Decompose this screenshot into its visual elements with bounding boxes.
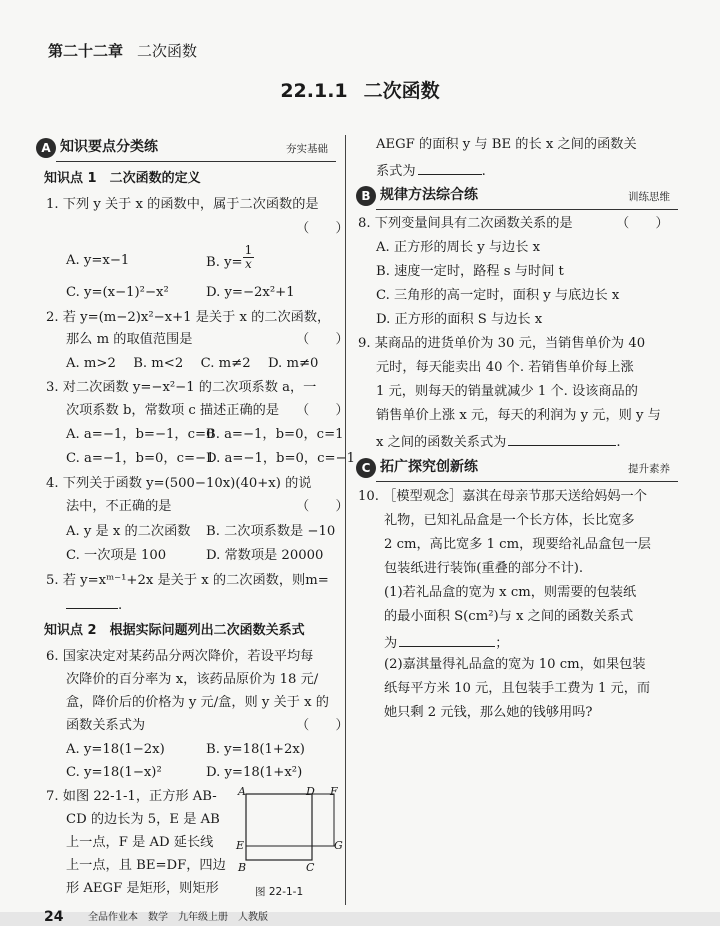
q5-answer-blank[interactable] <box>66 596 118 609</box>
q1-answer-paren[interactable]: （ ） <box>296 221 349 236</box>
q9-line4: 销售单价上涨 x 元，每天的利润为 y 元，则 y 与 <box>376 408 661 423</box>
q10-line7-text: 为 <box>384 636 398 651</box>
q9-answer-blank[interactable] <box>508 433 616 446</box>
q6-option-a: A. y=18(1−2x) <box>66 742 165 757</box>
q4-answer-paren[interactable]: （ ） <box>296 499 349 514</box>
figure-label-g: G <box>334 839 343 852</box>
q10-line1: 10. ［模型观念］嘉淇在母亲节那天送给妈妈一个 <box>358 489 647 504</box>
q8-option-b: B. 速度一定时，路程 s 与时间 t <box>376 264 564 279</box>
column-divider <box>345 135 346 905</box>
figure-label-e: E <box>236 839 245 852</box>
section-badge-a: A <box>36 138 56 158</box>
figure-label-d: D <box>306 785 315 798</box>
q10-line5: (1)若礼品盒的宽为 x cm，则需要的包装纸 <box>384 585 637 600</box>
q6-line2: 次降价的百分率为 x，该药品原价为 18 元/ <box>66 672 319 687</box>
q2-line1: 2. 若 y=(m−2)x²−x+1 是关于 x 的二次函数， <box>46 310 331 325</box>
q1-stem: 1. 下列 y 关于 x 的函数中，属于二次函数的是 <box>46 197 319 212</box>
lesson-title <box>0 82 720 101</box>
lesson-name: 二次函数 <box>363 80 440 102</box>
q5-line1: 5. 若 y=xᵐ⁻¹+2x 是关于 x 的二次函数，则m= <box>46 573 329 588</box>
q7-line3: 上一点，F 是 AD 延长线 <box>66 835 214 850</box>
section-a-tag: 夯实基础 <box>286 143 328 155</box>
q2-answer-paren[interactable]: （ ） <box>296 332 349 347</box>
q6-line1: 6. 国家决定对某药品分两次降价，若设平均每 <box>46 649 314 664</box>
q3-answer-paren[interactable]: （ ） <box>296 403 349 418</box>
q1-option-b <box>206 243 254 271</box>
figure-22-1-1 <box>238 786 342 890</box>
q6-option-c: C. y=18(1−x)² <box>66 765 162 780</box>
q9-line5-text: x 之间的函数关系式为 <box>376 435 507 450</box>
q9-line3: 1 元，则每天的销量就减少 1 个. 设该商品的 <box>376 384 638 399</box>
q3-line2: 次项系数 b，常数项 c 描述正确的是 <box>66 403 280 418</box>
q2-line2: 那么 m 的取值范围是 <box>66 332 193 347</box>
section-c-header <box>356 458 678 480</box>
q7-line1: 7. 如图 22-1-1，正方形 AB- <box>46 789 217 804</box>
q7-line2: CD 的边长为 5，E 是 AB <box>66 812 220 827</box>
q8-stem: 8. 下列变量间具有二次函数关系的是 <box>358 216 573 231</box>
q3-option-b: B. a=−1，b=0，c=1 <box>206 427 344 442</box>
q7-answer-blank[interactable] <box>418 162 482 175</box>
q4-option-b: B. 二次项系数是 −10 <box>206 524 336 539</box>
q10-line7-end: ； <box>495 636 509 651</box>
q9-line5 <box>376 433 621 449</box>
q4-line1: 4. 下列关于函数 y=(500−10x)(40+x) 的说 <box>46 476 312 491</box>
q1-option-c: C. y=(x−1)²−x² <box>66 285 169 300</box>
q5-answer-line <box>66 596 122 612</box>
section-a-rule <box>56 161 336 162</box>
section-b-header <box>356 186 678 208</box>
q1-option-d: D. y=−2x²+1 <box>206 285 295 300</box>
section-badge-c: C <box>356 458 376 478</box>
figure-label-b: B <box>238 861 247 874</box>
square-rectangle-diagram <box>238 786 342 886</box>
q10-line10: 她只剩 2 元钱，那么她的钱够用吗? <box>384 705 593 720</box>
q10-line4: 包装纸进行装饰(重叠的部分不计). <box>384 561 584 576</box>
q3-line1: 3. 对二次函数 y=−x²−1 的二次项系数 a，一 <box>46 380 317 395</box>
q6-option-d: D. y=18(1+x²) <box>206 765 303 780</box>
q10-line8: (2)嘉淇量得礼品盒的宽为 10 cm，如果包装 <box>384 657 646 672</box>
q9-line2: 元时，每天能卖出 40 个. 若销售单价每上涨 <box>376 360 634 375</box>
figure-label-c: C <box>306 861 315 874</box>
q6-answer-paren[interactable]: （ ） <box>296 718 349 733</box>
section-b-rule <box>376 209 678 210</box>
q7-end: . <box>481 164 486 179</box>
q10-line3: 2 cm，高比宽多 1 cm，现要给礼品盒包一层 <box>384 537 651 552</box>
q10-line2: 礼物，已知礼品盒是一个长方体，长比宽多 <box>384 513 635 528</box>
q4-option-c: C. 一次项是 100 <box>66 548 167 563</box>
q10-line7 <box>384 634 508 650</box>
section-a-header <box>36 138 336 160</box>
knowledge-point-2: 知识点 2 根据实际问题列出二次函数关系式 <box>44 623 305 638</box>
q7-line4: 上一点，且 BE=DF，四边 <box>66 858 226 873</box>
q7-line5: 形 AEGF 是矩形，则矩形 <box>66 881 219 896</box>
q9-line1: 9. 某商品的进货单价为 30 元，当销售单价为 40 <box>358 336 646 351</box>
section-b-tag: 训练思维 <box>628 191 670 203</box>
q1-fraction-denominator: x <box>245 257 252 271</box>
chapter-title: 二次函数 <box>137 42 198 60</box>
q3-option-d: D. a=−1，b=0，c=−1 <box>206 451 355 466</box>
q4-option-d: D. 常数项是 20000 <box>206 548 324 563</box>
q10-line9: 纸每平方米 10 元，且包装手工费为 1 元，而 <box>384 681 651 696</box>
section-c-rule <box>376 481 678 482</box>
section-badge-b: B <box>356 186 376 206</box>
q6-option-b: B. y=18(1+2x) <box>206 742 305 757</box>
q7-cont2-text: 系式为 <box>376 164 416 179</box>
chapter-number: 第二十二章 <box>48 42 124 60</box>
section-b-name: 规律方法综合练 <box>380 187 478 203</box>
knowledge-point-1: 知识点 1 二次函数的定义 <box>44 171 201 186</box>
section-c-tag: 提升素养 <box>628 463 670 475</box>
q8-option-c: C. 三角形的高一定时，面积 y 与底边长 x <box>376 288 620 303</box>
figure-label-f: F <box>330 785 338 798</box>
q3-option-a: A. a=−1，b=−1，c=0 <box>66 427 215 442</box>
q10-line6: 的最小面积 S(cm²)与 x 之间的函数关系式 <box>384 609 634 624</box>
q8-option-a: A. 正方形的周长 y 与边长 x <box>376 240 541 255</box>
q5-end: . <box>118 598 123 613</box>
q1-option-a: A. y=x−1 <box>66 253 130 268</box>
q7-cont2 <box>376 162 486 178</box>
q4-option-a: A. y 是 x 的二次函数 <box>66 524 191 539</box>
q1-fraction-numerator: 1 <box>244 243 253 257</box>
page-number: 24 <box>44 909 64 925</box>
q4-line2: 法中，不正确的是 <box>66 499 172 514</box>
q9-end: . <box>616 435 621 450</box>
q6-line3: 盒，降价后的价格为 y 元/盒，则 y 关于 x 的 <box>66 695 329 710</box>
q8-option-d: D. 正方形的面积 S 与边长 x <box>376 312 543 327</box>
chapter-heading <box>48 44 197 59</box>
section-c-name: 拓广探究创新练 <box>380 459 478 475</box>
q8-answer-paren[interactable]: （ ） <box>616 216 669 231</box>
q6-line4: 函数关系式为 <box>66 718 146 733</box>
q2-options: A. m>2 B. m<2 C. m≠2 D. m≠0 <box>66 356 319 371</box>
q3-option-c: C. a=−1，b=0，c=−1 <box>66 451 215 466</box>
q10-answer-blank[interactable] <box>399 634 495 647</box>
footer-book-title: 全品作业本 数学 九年级上册 人教版 <box>88 912 268 923</box>
lesson-number: 22.1.1 <box>280 80 348 102</box>
q1-option-b-label: B. y= <box>206 255 243 270</box>
figure-caption: 图 22-1-1 <box>255 886 304 898</box>
q1-option-b-fraction <box>243 244 255 271</box>
figure-label-a: A <box>238 785 246 798</box>
q7-cont1: AEGF 的面积 y 与 BE 的长 x 之间的函数关 <box>376 137 637 152</box>
section-a-name: 知识要点分类练 <box>60 139 158 155</box>
